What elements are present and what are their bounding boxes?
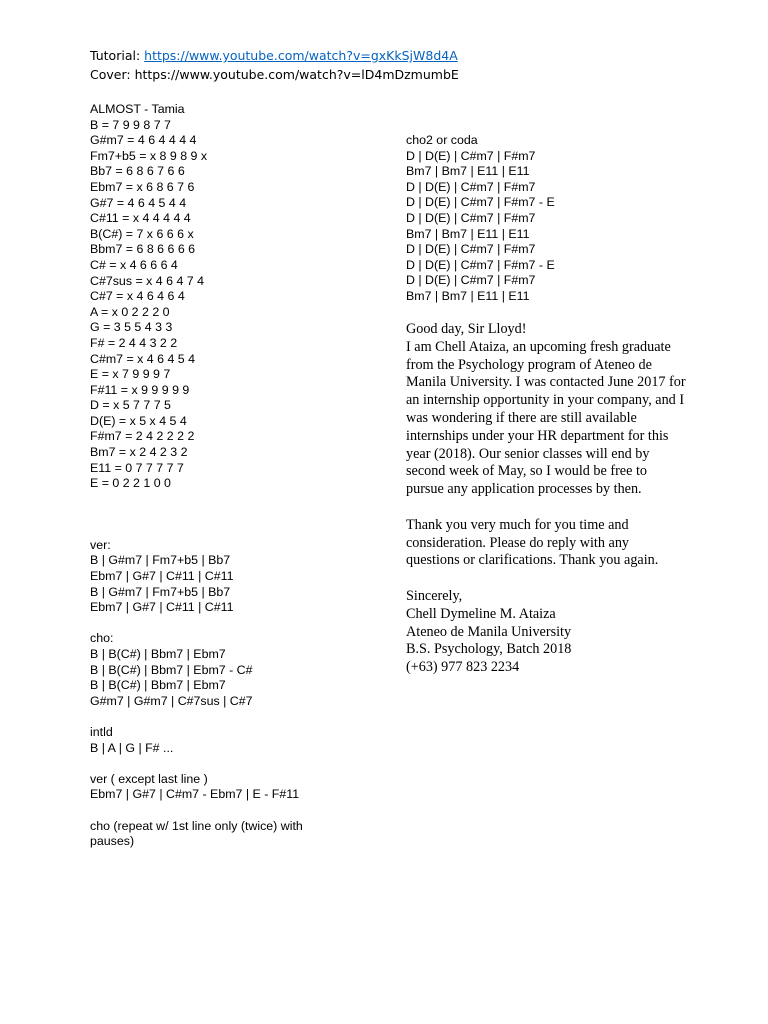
tutorial-label: Tutorial: [90, 48, 145, 63]
chord-definition: C#7 = x 4 6 4 6 4 [90, 289, 185, 304]
chord-definition: E11 = 0 7 7 7 7 7 [90, 460, 184, 475]
chord-line: Bm7 | Bm7 | E11 | E11 [406, 164, 530, 179]
chord-definition: C#7sus = x 4 6 4 7 4 [90, 273, 204, 288]
chord-line: Bm7 | Bm7 | E11 | E11 [406, 226, 530, 241]
chord-line: G#m7 | G#m7 | C#7sus | C#7 [90, 693, 253, 708]
chord-definition: G#m7 = 4 6 4 4 4 4 [90, 133, 197, 148]
song-sections [90, 538, 390, 850]
chord-line: B | B(C#) | Bbm7 | Ebm7 - C# [90, 662, 253, 677]
chord-line: Ebm7 | G#7 | C#m7 - Ebm7 | E - F#11 [90, 787, 300, 802]
section-label: intld [90, 724, 113, 739]
chord-definition: D(E) = x 5 x 4 5 4 [90, 413, 187, 428]
cover-line [90, 65, 690, 84]
signature-phone: (+63) 977 823 2234 [406, 659, 520, 676]
coda-label: cho2 or coda [406, 133, 478, 147]
chord-definition: Bbm7 = 6 8 6 6 6 6 [90, 242, 196, 257]
section-label: ver ( except last line ) [90, 771, 208, 786]
chord-definition: Bm7 = x 2 4 2 3 2 [90, 445, 188, 460]
chord-definition: Ebm7 = x 6 8 6 7 6 [90, 179, 195, 194]
chord-line: D | D(E) | C#m7 | F#m7 [406, 242, 536, 257]
song-title: ALMOST - Tamia [90, 102, 185, 116]
letter-body-1: I am Chell Ataiza, an upcoming fresh graduate from the Psychology program of Ateneo de Manila University. I was contacted June 2017 for an internship opportunity in your company, and I was wondering if there are still available internships under your HR department for this year (2018). Our senior classes will end by second week of May, so I would be free to pursue any application processes by then. [406, 338, 686, 498]
chord-line: D | D(E) | C#m7 | F#m7 - E [406, 257, 555, 272]
chord-definition: E = 0 2 2 1 0 0 [90, 476, 171, 491]
chord-line: B | G#m7 | Fm7+b5 | Bb7 [90, 584, 231, 599]
letter [406, 321, 686, 695]
coda-lines [406, 149, 696, 305]
chord-line: pauses) [90, 834, 135, 849]
chord-definition: A = x 0 2 2 2 0 [90, 304, 170, 319]
chord-line: D | D(E) | C#m7 | F#m7 [406, 148, 536, 163]
chord-line: B | A | G | F# ... [90, 740, 174, 755]
tutorial-line [90, 46, 690, 65]
chord-line: Bm7 | Bm7 | E11 | E11 [406, 288, 530, 303]
chord-definition: F#m7 = 2 4 2 2 2 2 [90, 429, 195, 444]
chord-definitions [90, 118, 390, 492]
chord-definition: C#m7 = x 4 6 4 5 4 [90, 351, 196, 366]
chord-definition: Bb7 = 6 8 6 7 6 6 [90, 164, 185, 179]
chord-definition: C# = x 4 6 6 6 4 [90, 257, 178, 272]
chord-line: B | G#m7 | Fm7+b5 | Bb7 [90, 553, 231, 568]
signature-degree: B.S. Psychology, Batch 2018 [406, 641, 572, 658]
chord-definition: G = 3 5 5 4 3 3 [90, 320, 173, 335]
letter-greeting: Good day, Sir Lloyd! [406, 321, 527, 337]
signature-school: Ateneo de Manila University [406, 623, 572, 640]
chord-sheet [90, 102, 390, 850]
chord-line: Ebm7 | G#7 | C#11 | C#11 [90, 600, 234, 615]
chord-definition: G#7 = 4 6 4 5 4 4 [90, 195, 187, 210]
chord-line: B | B(C#) | Bbm7 | Ebm7 [90, 647, 226, 661]
chord-definition: F# = 2 4 4 3 2 2 [90, 335, 178, 350]
chord-definition: B = 7 9 9 8 7 7 [90, 117, 171, 132]
section-label: cho (repeat w/ 1st line only (twice) with [90, 818, 303, 833]
chord-line: B | B(C#) | Bbm7 | Ebm7 [90, 678, 226, 693]
document-header [90, 46, 690, 84]
tutorial-link[interactable]: https://www.youtube.com/watch?v=gxKkSjW8d4A [144, 48, 458, 63]
chord-definition: D = x 5 7 7 7 5 [90, 398, 171, 413]
section-label: ver: [90, 537, 111, 552]
chord-definition: Fm7+b5 = x 8 9 8 9 x [90, 148, 208, 163]
chord-line: D | D(E) | C#m7 | F#m7 [406, 273, 536, 288]
chord-definition: B(C#) = 7 x 6 6 6 x [90, 226, 194, 241]
letter-body-2: Thank you very much for you time and consideration. Please do reply with any questions or clarifications. Thank you again. [406, 516, 659, 569]
letter-closing: Sincerely, [406, 587, 463, 604]
chord-definition: F#11 = x 9 9 9 9 9 [90, 382, 190, 397]
cover-label: Cover: [90, 67, 135, 82]
chord-definition: E = x 7 9 9 9 7 [90, 367, 171, 382]
section-label: cho: [90, 631, 114, 646]
chord-line: D | D(E) | C#m7 | F#m7 [406, 179, 536, 194]
chord-line: D | D(E) | C#m7 | F#m7 - E [406, 195, 555, 210]
cover-url: https://www.youtube.com/watch?v=lD4mDzmumbE [134, 67, 459, 82]
chord-line: Ebm7 | G#7 | C#11 | C#11 [90, 569, 234, 584]
signature-name: Chell Dymeline M. Ataiza [406, 605, 556, 622]
coda-section [406, 133, 696, 305]
chord-line: D | D(E) | C#m7 | F#m7 [406, 210, 536, 225]
chord-definition: C#11 = x 4 4 4 4 4 [90, 211, 191, 226]
